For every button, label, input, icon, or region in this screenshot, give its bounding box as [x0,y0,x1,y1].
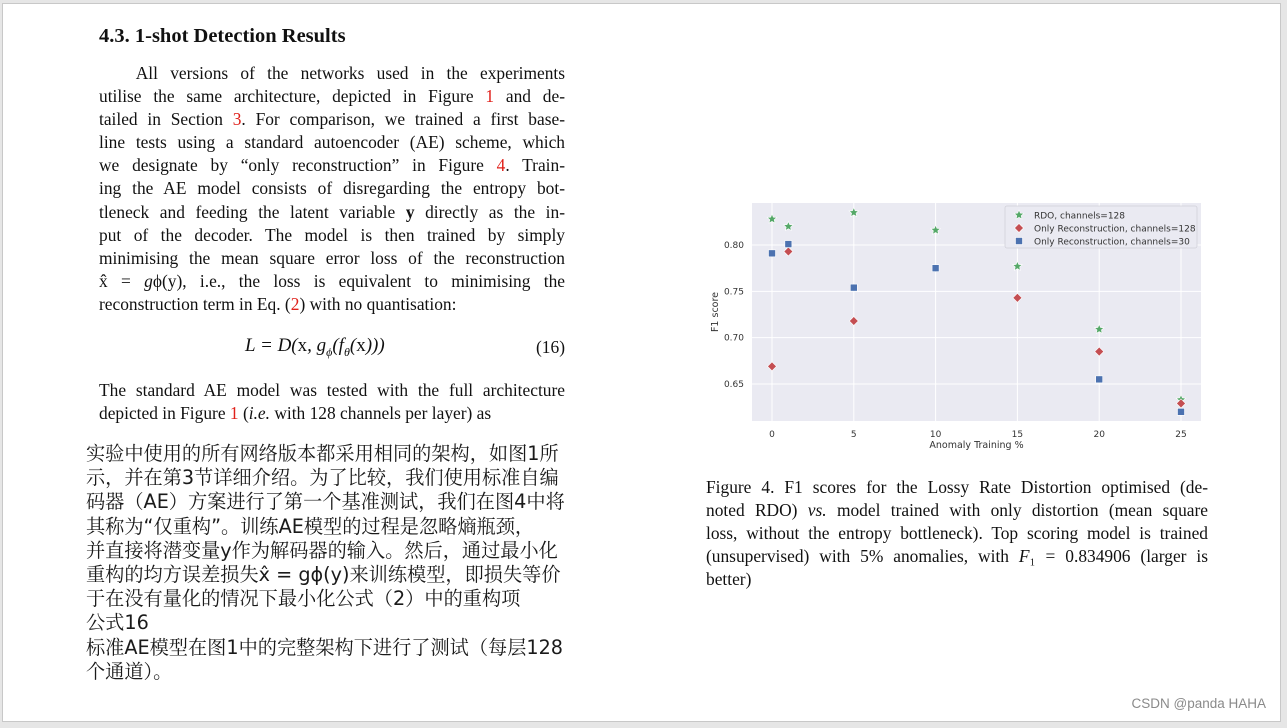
y-tick-label: 0.80 [723,241,744,251]
text-line: The standard AE model was tested with the full architecture [99,380,565,400]
legend-label: Only Reconstruction, channels=128 [1034,224,1196,235]
data-point [1096,376,1103,383]
cross-reference-link[interactable]: 1 [485,86,495,107]
text-line: All versions of the networks used in the experiments [99,63,565,83]
text-line: x̂ = gϕ(y), i.e., the loss is equivalent to minimising the [99,270,565,291]
cross-reference-link[interactable]: 4 [496,155,506,176]
text-line: (unsupervised) with 5% anomalies, with F₁ = 0.834906 (larger is [706,546,1208,567]
data-point [785,241,792,248]
math-italic: g [144,270,153,291]
x-tick-label: 10 [929,430,942,440]
translation-line: 实验中使用的所有网络版本都采用相同的架构，如图1所 [86,442,559,465]
figure-caption [706,476,1208,591]
cross-reference-link[interactable]: 1 [229,403,239,424]
page [2,3,1281,722]
text-line: better) [706,569,752,590]
text-line: noted RDO) vs. model trained with only distortion (mean square [706,500,1208,521]
math-italic: i.e. [248,403,270,424]
data-point [932,265,939,272]
text-line: tailed in Section 3. For comparison, we trained a first base- [99,109,565,130]
math-italic: F [1018,546,1030,567]
text-line: line tests using a standard autoencoder (AE) scheme, which [99,132,565,153]
text-line: Figure 4. F1 scores for the Lossy Rate Distortion optimised (de- [706,477,1208,497]
translation-line: 其称为“仅重构”。训练AE模型的过程是忽略熵瓶颈， [86,514,535,538]
x-tick-label: 15 [1011,430,1024,440]
translation-line: 重构的均方误差损失x̂ = gϕ(y)来训练模型，即损失等价 [86,563,561,587]
text-line: reconstruction term in Eq. (2) with no quantisation: [99,293,457,314]
x-axis-label: Anomaly Training % [929,440,1024,451]
translation-line: 示，并在第3节详细介绍。为了比较，我们使用标准自编 [86,466,559,490]
text-line: depicted in Figure 1 (i.e. with 128 channels per layer) as [99,403,492,424]
section-heading: 4.3. 1-shot Detection Results [99,25,346,47]
paragraph-1 [99,62,565,316]
math-italic: vs. [807,500,827,521]
x-tick-label: 0 [769,430,775,440]
translation-line: 并直接将潜变量y作为解码器的输入。然后，通过最小化 [86,538,558,562]
watermark: CSDN @panda HAHA [1131,696,1266,711]
translation-line: 码器（AE）方案进行了第一个基准测试，我们在图4中将 [86,490,565,514]
data-point [850,284,857,291]
text-line: we designate by “only reconstruction” in Figure 4. Train- [99,155,565,176]
math-bold: y [405,201,415,222]
translation-line: 公式16 [86,611,149,635]
f1-score-scatter-chart [703,194,1213,454]
translation-line: 标准AE模型在图1中的完整架构下进行了测试（每层128 [86,635,564,659]
paragraph-2 [99,379,565,425]
y-axis-label: F1 score [710,291,721,333]
text-line: loss, without the entropy bottleneck). Top scoring model is trained [706,523,1208,544]
x-tick-label: 5 [850,430,857,440]
x-tick-label: 20 [1093,430,1105,440]
y-tick-label: 0.65 [723,380,744,390]
y-tick-label: 0.75 [723,287,744,298]
text-line: tleneck and feeding the latent variable y directly as the in- [99,201,565,222]
legend-label: Only Reconstruction, channels=30 [1034,237,1190,248]
translation-line: 于在没有量化的情况下最小化公式（2）中的重构项 [86,587,521,611]
legend-marker [1016,238,1023,245]
legend-label: RDO, channels=128 [1034,211,1126,222]
data-point [1178,408,1185,415]
equation-body: L = D(x, $g_\phi(f_\theta(x))$) [245,335,385,359]
cross-reference-link[interactable]: 3 [232,109,242,130]
cross-reference-link[interactable]: 2 [290,293,300,314]
text-line: put of the decoder. The model is then trained by simply [99,224,565,245]
text-line: utilise the same architecture, depicted in Figure 1 and de- [99,86,566,107]
translation-line: 个通道）。 [86,659,173,683]
y-tick-label: 0.70 [723,333,744,344]
chinese-translation [86,442,626,684]
equation-number: (16) [536,337,565,357]
data-point [769,250,776,257]
x-tick-label: 25 [1175,430,1187,440]
text-line: ing the AE model consists of disregarding the entropy bot- [99,178,565,199]
text-line: minimising the mean square error loss of the reconstruction [99,247,565,268]
